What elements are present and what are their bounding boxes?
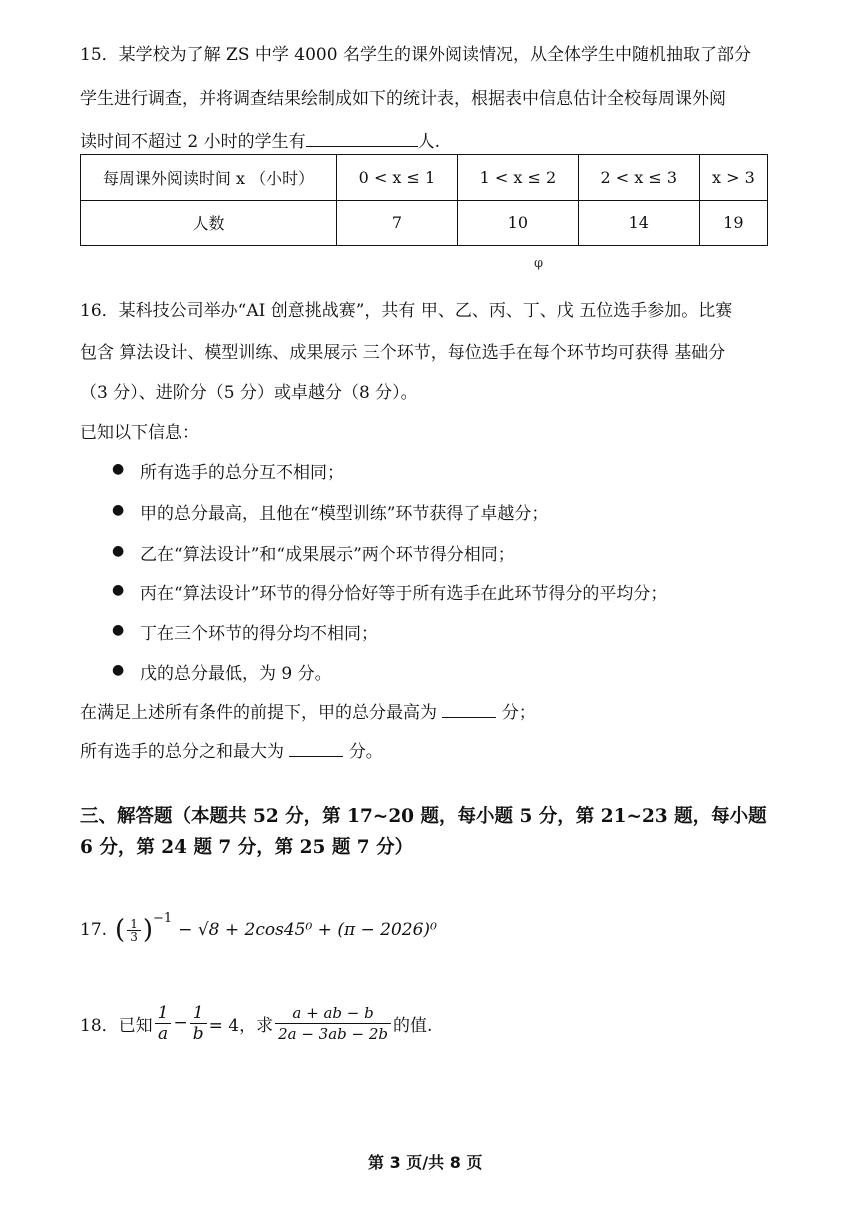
q18-f3-num: a + ab − b [275, 1003, 391, 1024]
table-row [81, 200, 768, 246]
q18-f1-num: 1 [155, 1003, 172, 1024]
table-cell: 10 [457, 200, 578, 246]
table-cell: 2 < x ≤ 3 [578, 155, 699, 201]
q18-f2-num: 1 [190, 1003, 207, 1024]
paren-open: ( [115, 915, 126, 945]
page-footer: 第 3 页/共 8 页 [368, 1153, 483, 1172]
reading-time-table [80, 154, 768, 246]
q17-rest: − √8 + 2cos45⁰ + (π − 2026)⁰ [178, 920, 437, 940]
q18-fraction-2 [190, 1003, 207, 1044]
q18-fraction-1 [155, 1003, 172, 1044]
q17-frac-num: 1 [127, 918, 141, 931]
q18-f2-den: b [192, 1023, 204, 1044]
q17-frac-den: 3 [130, 929, 138, 944]
paren-close: ) [142, 915, 153, 945]
bullet-icon: ● [112, 662, 125, 678]
q18-eq: = 4，求 [208, 1015, 274, 1036]
q16-bullet-3: 乙在“算法设计”和“成果展示”两个环节得分相同； [140, 545, 515, 565]
q16-bullet-1: 所有选手的总分互不相同； [140, 463, 344, 483]
q17-fraction [127, 918, 141, 943]
bullet-icon: ● [112, 461, 125, 477]
q15-line-3-text: 读时间不超过 2 小时的学生有 [80, 132, 306, 152]
q16-known-label: 已知以下信息： [80, 423, 199, 443]
q16-line-2: 包含 算法设计、模型训练、成果展示 三个环节，每位选手在每个环节均可获得 基础分 [80, 343, 726, 363]
table-cell: x > 3 [699, 155, 767, 201]
q18-f1-den: a [157, 1023, 169, 1044]
table-cell: 0 < x ≤ 1 [337, 155, 458, 201]
bullet-icon: ● [112, 502, 125, 518]
q15-answer-blank[interactable] [306, 128, 418, 147]
q17-expression [80, 908, 437, 952]
q16-line-1: 16．某科技公司举办“AI 创意挑战赛”，共有 甲、乙、丙、丁、戊 五位选手参加。比赛 [80, 301, 733, 321]
q15-line-3-end: 人. [417, 132, 441, 152]
q18-minus: − [173, 1013, 188, 1033]
bullet-icon: ● [112, 543, 125, 559]
q16-answer-blank-1[interactable] [442, 699, 496, 718]
table-row [81, 155, 768, 201]
q16-bullet-6: 戊的总分最低，为 9 分。 [140, 664, 332, 684]
q16-ask-1 [80, 698, 536, 723]
q16-bullet-4: 丙在“算法设计”环节的得分恰好等于所有选手在此环节得分的平均分； [140, 584, 668, 604]
table-cell: 14 [578, 200, 699, 246]
q16-bullet-2: 甲的总分最高，且他在“模型训练”环节获得了卓越分； [140, 504, 549, 524]
stray-mark: φ [534, 256, 544, 271]
q16-ask-1-text: 在满足上述所有条件的前提下，甲的总分最高为 [80, 703, 437, 723]
q15-line-3 [80, 127, 440, 152]
table-header-cell: 每周课外阅读时间 x （小时） [81, 155, 337, 201]
q16-ask-1-end: 分； [501, 703, 536, 723]
q18-label: 18．已知 [80, 1015, 153, 1036]
q17-label: 17. [80, 920, 108, 940]
q17-exponent: −1 [153, 910, 173, 926]
section-3-heading-line-2: 6 分，第 24 题 7 分，第 25 题 7 分） [80, 837, 414, 858]
q18-expression [80, 998, 432, 1048]
section-3-heading-line-1: 三、解答题（本题共 52 分，第 17~20 题，每小题 5 分，第 21~23 题，每小题 [80, 806, 767, 827]
q16-bullet-5: 丁在三个环节的得分均不相同； [140, 624, 378, 644]
table-cell: 7 [337, 200, 458, 246]
bullet-icon: ● [112, 622, 125, 638]
table-cell: 19 [699, 200, 767, 246]
q16-line-3: （3 分）、进阶分（5 分）或卓越分（8 分）。 [80, 383, 418, 403]
q18-fraction-3 [275, 1003, 391, 1044]
q15-line-2: 学生进行调查，并将调查结果绘制成如下的统计表，根据表中信息估计全校每周课外阅 [80, 89, 726, 109]
q16-ask-2-text: 所有选手的总分之和最大为 [80, 742, 284, 762]
q16-answer-blank-2[interactable] [289, 738, 343, 757]
table-header-cell: 人数 [81, 200, 337, 246]
bullet-icon: ● [112, 582, 125, 598]
q15-line-1: 15．某学校为了解 ZS 中学 4000 名学生的课外阅读情况，从全体学生中随机抽取了部分 [80, 45, 751, 65]
q16-ask-2-end: 分。 [348, 742, 383, 762]
table-cell: 1 < x ≤ 2 [457, 155, 578, 201]
q18-tail: 的值. [393, 1015, 433, 1036]
q18-f3-den: 2a − 3ab − 2b [278, 1024, 389, 1043]
q16-ask-2 [80, 737, 383, 762]
